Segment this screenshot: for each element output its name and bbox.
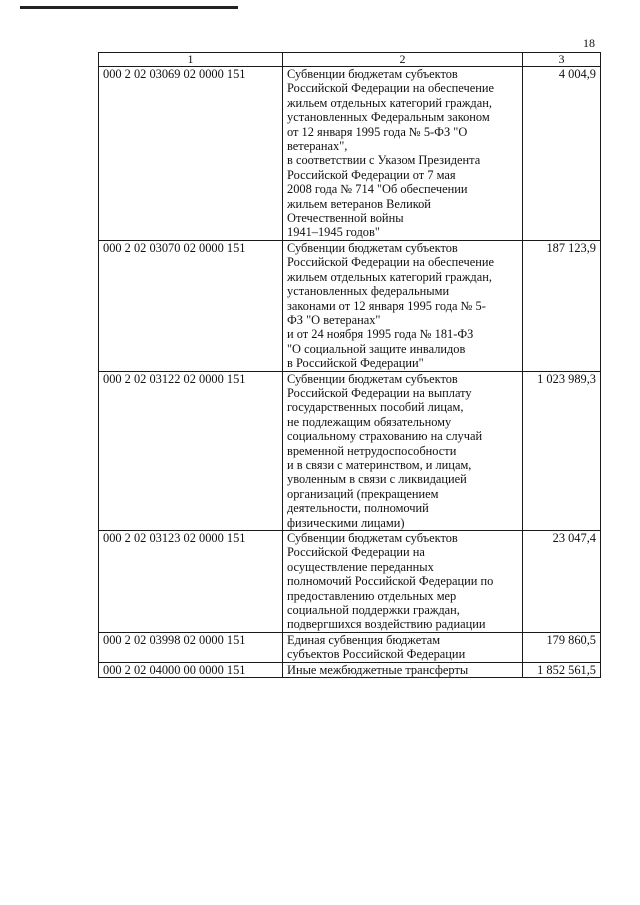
description-cell [283,240,523,371]
description-line: ФЗ "О ветеранах" [287,312,381,327]
description-line: Субвенции бюджетам субъектов [287,240,458,255]
description-line: и от 24 ноября 1995 года № 181-ФЗ [287,327,474,342]
table-row [99,531,601,633]
description-line: подвергшихся воздействию радиации [287,617,486,632]
description-line: временной нетрудоспособности [287,443,457,458]
amount-cell: 1 023 989,3 [523,371,601,530]
description-line: Российской Федерации на выплату [287,385,472,400]
description-line: жильем отдельных категорий граждан, [287,95,492,110]
description-line: субъектов Российской Федерации [287,647,466,662]
description-line: физическими лицами) [287,515,405,530]
page-number: 18 [583,36,595,50]
header-rule [20,6,238,9]
column-header-3: 3 [523,53,601,67]
budget-code-cell: 000 2 02 03122 02 0000 151 [99,371,283,530]
description-line: "О социальной защите инвалидов [287,341,466,356]
description-line: от 12 января 1995 года № 5-ФЗ "О [287,124,468,139]
description-cell [283,371,523,530]
budget-code-cell: 000 2 02 03069 02 0000 151 [99,67,283,241]
description-line: жильем ветеранов Великой [287,196,431,211]
table-row [99,240,601,371]
description-line: социальному страхованию на случай [287,429,483,444]
description-line: Российской Федерации на обеспечение [287,255,494,270]
description-line: не подлежащим обязательному [287,414,452,429]
description-line: Российской Федерации от 7 мая [287,167,456,182]
description-line: Субвенции бюджетам субъектов [287,531,458,545]
table-row [99,371,601,530]
description-cell [283,662,523,677]
budget-code-cell: 000 2 02 04000 00 0000 151 [99,662,283,677]
description-line: Единая субвенция бюджетам [287,632,441,647]
budget-code-cell: 000 2 02 03123 02 0000 151 [99,531,283,633]
description-line: ветеранах", [287,139,348,154]
description-line: жильем отдельных категорий граждан, [287,269,492,284]
description-line: законами от 12 января 1995 года № 5- [287,298,486,313]
table-header-row [99,53,601,67]
description-line: осуществление переданных [287,559,434,574]
table-row [99,632,601,662]
description-line: предоставлению отдельных мер [287,588,457,603]
description-line: Субвенции бюджетам субъектов [287,371,458,386]
table-row [99,67,601,241]
column-header-1: 1 [99,53,283,67]
description-line: и в связи с материнством, и лицам, [287,457,472,472]
description-line: 2008 года № 714 "Об обеспечении [287,182,468,197]
amount-cell: 187 123,9 [523,240,601,371]
description-line: в Российской Федерации" [287,356,424,371]
description-line: уволенным в связи с ликвидацией [287,472,467,487]
budget-table [98,52,601,678]
description-line: полномочий Российской Федерации по [287,574,494,589]
description-line: в соответствии с Указом Президента [287,153,481,168]
column-header-2: 2 [283,53,523,67]
budget-code-cell: 000 2 02 03070 02 0000 151 [99,240,283,371]
description-line: Российской Федерации на обеспечение [287,81,494,96]
description-line: установленных Федеральным законом [287,110,490,125]
description-cell [283,67,523,241]
description-line: Отечественной войны [287,211,404,226]
description-line: Российской Федерации на [287,545,425,560]
description-line: Иные межбюджетные трансферты [287,662,469,677]
description-cell [283,531,523,633]
description-line: социальной поддержки граждан, [287,603,460,618]
amount-cell: 4 004,9 [523,67,601,241]
amount-cell: 179 860,5 [523,632,601,662]
description-line: Субвенции бюджетам субъектов [287,67,458,81]
description-line: деятельности, полномочий [287,501,429,516]
description-line: государственных пособий лицам, [287,400,464,415]
table-row [99,662,601,677]
description-line: 1941–1945 годов" [287,225,380,240]
amount-cell: 1 852 561,5 [523,662,601,677]
amount-cell: 23 047,4 [523,531,601,633]
budget-code-cell: 000 2 02 03998 02 0000 151 [99,632,283,662]
description-line: организаций (прекращением [287,486,439,501]
description-cell [283,632,523,662]
description-line: установленных федеральными [287,284,450,299]
